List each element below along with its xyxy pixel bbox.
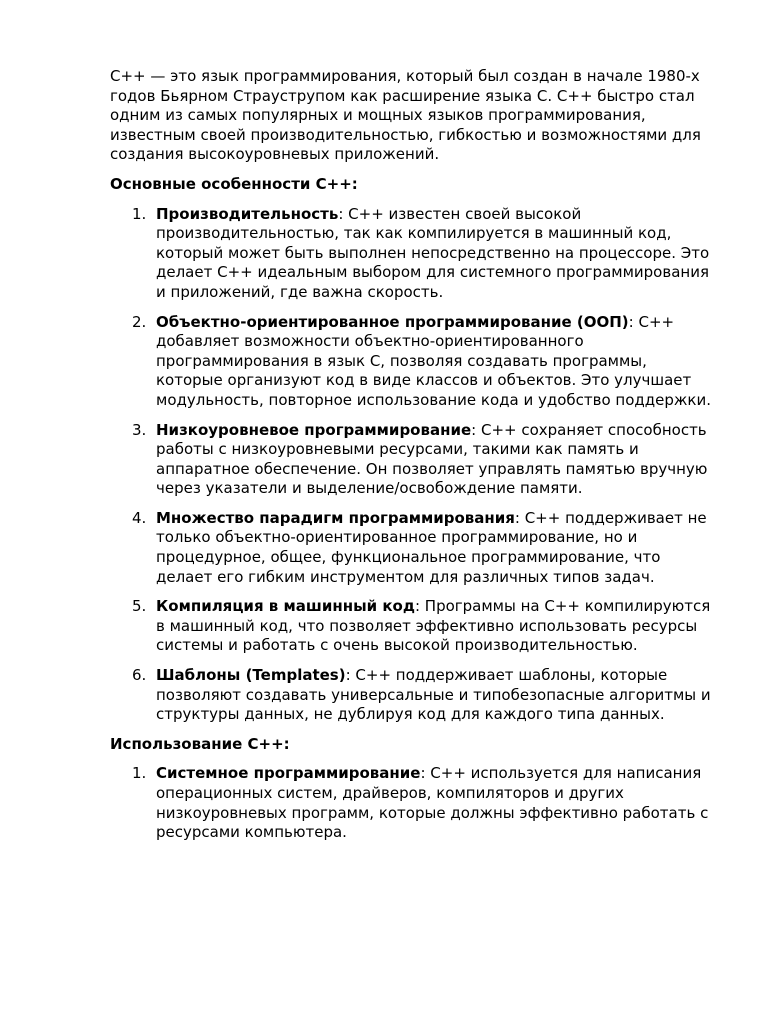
list-item-number: 3. (132, 420, 147, 439)
list-item-text: : C++ добавляет возможности объектно-ориентированного программирования в язык C, позволяя создавать программы, которые организуют код в виде классов и объектов. Это улучшает модульность, повторное использование кода и удобство поддержки. (156, 312, 711, 409)
features-list (110, 205, 712, 725)
usage-heading: Использование C++: (110, 734, 290, 753)
list-item-number: 6. (132, 666, 147, 685)
list-item-text: : C++ сохраняет способность работы с низкоуровневыми ресурсами, такими как память и аппаратное обеспечение. Он позволяет управлять памятью вручную через указатели и выделение/освобождение памяти. (156, 420, 708, 498)
list-item (110, 421, 712, 499)
list-item-term: Низкоуровневое программирование (156, 420, 472, 439)
list-item-term: Объектно-ориентированное программирование (ООП) (156, 312, 629, 331)
list-item-term: Компиляция в машинный код (156, 597, 415, 616)
list-item-term: Производительность (156, 204, 339, 223)
intro-paragraph: C++ — это язык программирования, который был создан в начале 1980-х годов Бьярном Страуструпом как расширение языка C. C++ быстро стал одним из самых популярных и мощных языков программирования, известным своей производительностью, гибкостью и возможностями для создания высокоуровневых приложений. (110, 67, 701, 164)
list-item (110, 205, 712, 303)
list-item-text: : C++ поддерживает не только объектно-ориентированное программирование, но и процедурное, общее, функциональное программирование, что делает его гибким инструментом для различных типов задач. (156, 508, 707, 586)
list-item (110, 666, 712, 725)
list-item-number: 1. (132, 764, 147, 783)
list-item-text: : C++ поддерживает шаблоны, которые позволяют создавать универсальные и типобезопасные алгоритмы и структуры данных, не дублируя код для каждого типа данных. (156, 666, 711, 724)
list-item-number: 2. (132, 312, 147, 331)
list-item-term: Шаблоны (Templates) (156, 666, 346, 685)
list-item-term: Системное программирование (156, 764, 421, 783)
list-item-text: : C++ известен своей высокой производительностью, так как компилируется в машинный код, который может быть выполнен непосредственно на процессоре. Это делает C++ идеальным выбором для системного программирования и приложений, где важна скорость. (156, 204, 710, 301)
usage-list (110, 764, 712, 842)
list-item-number: 1. (132, 204, 147, 223)
list-item-number: 5. (132, 597, 147, 616)
list-item-text: : C++ используется для написания операционных систем, драйверов, компиляторов и других низкоуровневых программ, которые должны эффективно работать с ресурсами компьютера. (156, 764, 709, 842)
list-item-number: 4. (132, 508, 147, 527)
list-item (110, 597, 712, 656)
features-heading: Основные особенности C++: (110, 174, 358, 193)
list-item-text: : Программы на C++ компилируются в машинный код, что позволяет эффективно использовать ресурсы системы и работать с очень высокой производительностью. (156, 597, 711, 655)
list-item (110, 509, 712, 587)
list-item (110, 764, 712, 842)
list-item (110, 313, 712, 411)
document-page (110, 67, 712, 853)
list-item-term: Множество парадигм программирования (156, 508, 515, 527)
